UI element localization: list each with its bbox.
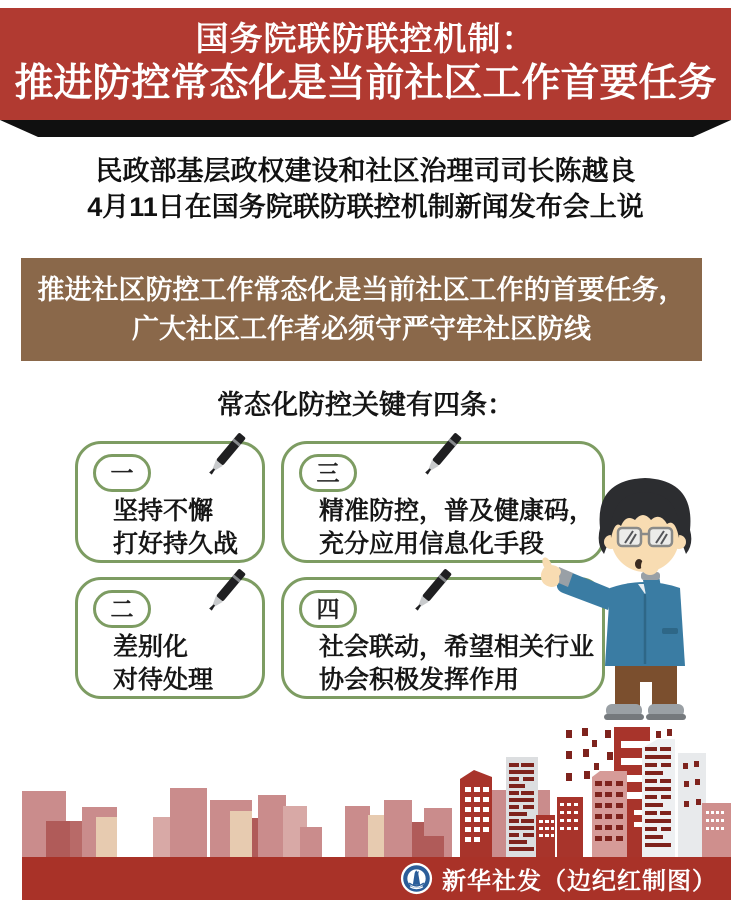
title-banner-shadow bbox=[0, 120, 731, 137]
pen-icon bbox=[410, 564, 452, 622]
quote-line-1: 推进社区防控工作常态化是当前社区工作的首要任务， bbox=[37, 274, 686, 305]
footer-credit-band bbox=[22, 857, 731, 900]
subtitle-line-1: 民政部基层政权建设和社区治理司司长陈越良 bbox=[95, 156, 636, 186]
title-line-1: 国务院联防联控机制： bbox=[195, 20, 536, 57]
subtitle-line-2: 4月11日在国务院联防联控机制新闻发布会上说 bbox=[87, 192, 644, 222]
point-text-line-1: 社会联动，希望相关行业 bbox=[319, 633, 595, 661]
community-worker-character bbox=[540, 458, 714, 730]
xinhua-emblem-icon bbox=[400, 862, 433, 895]
city-skyline-illustration bbox=[0, 715, 731, 857]
quote-line-2: 广大社区工作者必须守严守牢社区防线 bbox=[132, 313, 591, 344]
section-heading: 常态化防控关键有四条： bbox=[217, 390, 514, 420]
quote-banner bbox=[21, 258, 702, 361]
point-number-badge: 四 bbox=[299, 590, 357, 628]
point-text-line-2: 打好持久战 bbox=[113, 530, 239, 558]
point-text-line-2: 对待处理 bbox=[113, 666, 214, 694]
title-line-2: 推进防控常态化是当前社区工作首要任务 bbox=[14, 62, 717, 105]
pen-icon bbox=[204, 428, 246, 486]
speaker-subtitle bbox=[0, 153, 731, 225]
point-text-line-2: 充分应用信息化手段 bbox=[319, 530, 545, 558]
pen-icon bbox=[420, 428, 462, 486]
point-text bbox=[113, 631, 254, 697]
point-number-badge: 一 bbox=[93, 454, 151, 492]
point-text-line-1: 精准防控，普及健康码， bbox=[319, 497, 595, 525]
pen-icon bbox=[204, 564, 246, 622]
point-box-2 bbox=[75, 577, 265, 699]
point-number-badge: 三 bbox=[299, 454, 357, 492]
point-text-line-2: 协会积极发挥作用 bbox=[319, 666, 520, 694]
point-text-line-1: 坚持不懈 bbox=[113, 497, 214, 525]
title-banner bbox=[0, 8, 731, 120]
point-box-1 bbox=[75, 441, 265, 563]
point-number-badge: 二 bbox=[93, 590, 151, 628]
point-text bbox=[113, 495, 254, 561]
point-text-line-1: 差别化 bbox=[113, 633, 189, 661]
footer-credit-text: 新华社发（边纪红制图） bbox=[442, 868, 717, 895]
